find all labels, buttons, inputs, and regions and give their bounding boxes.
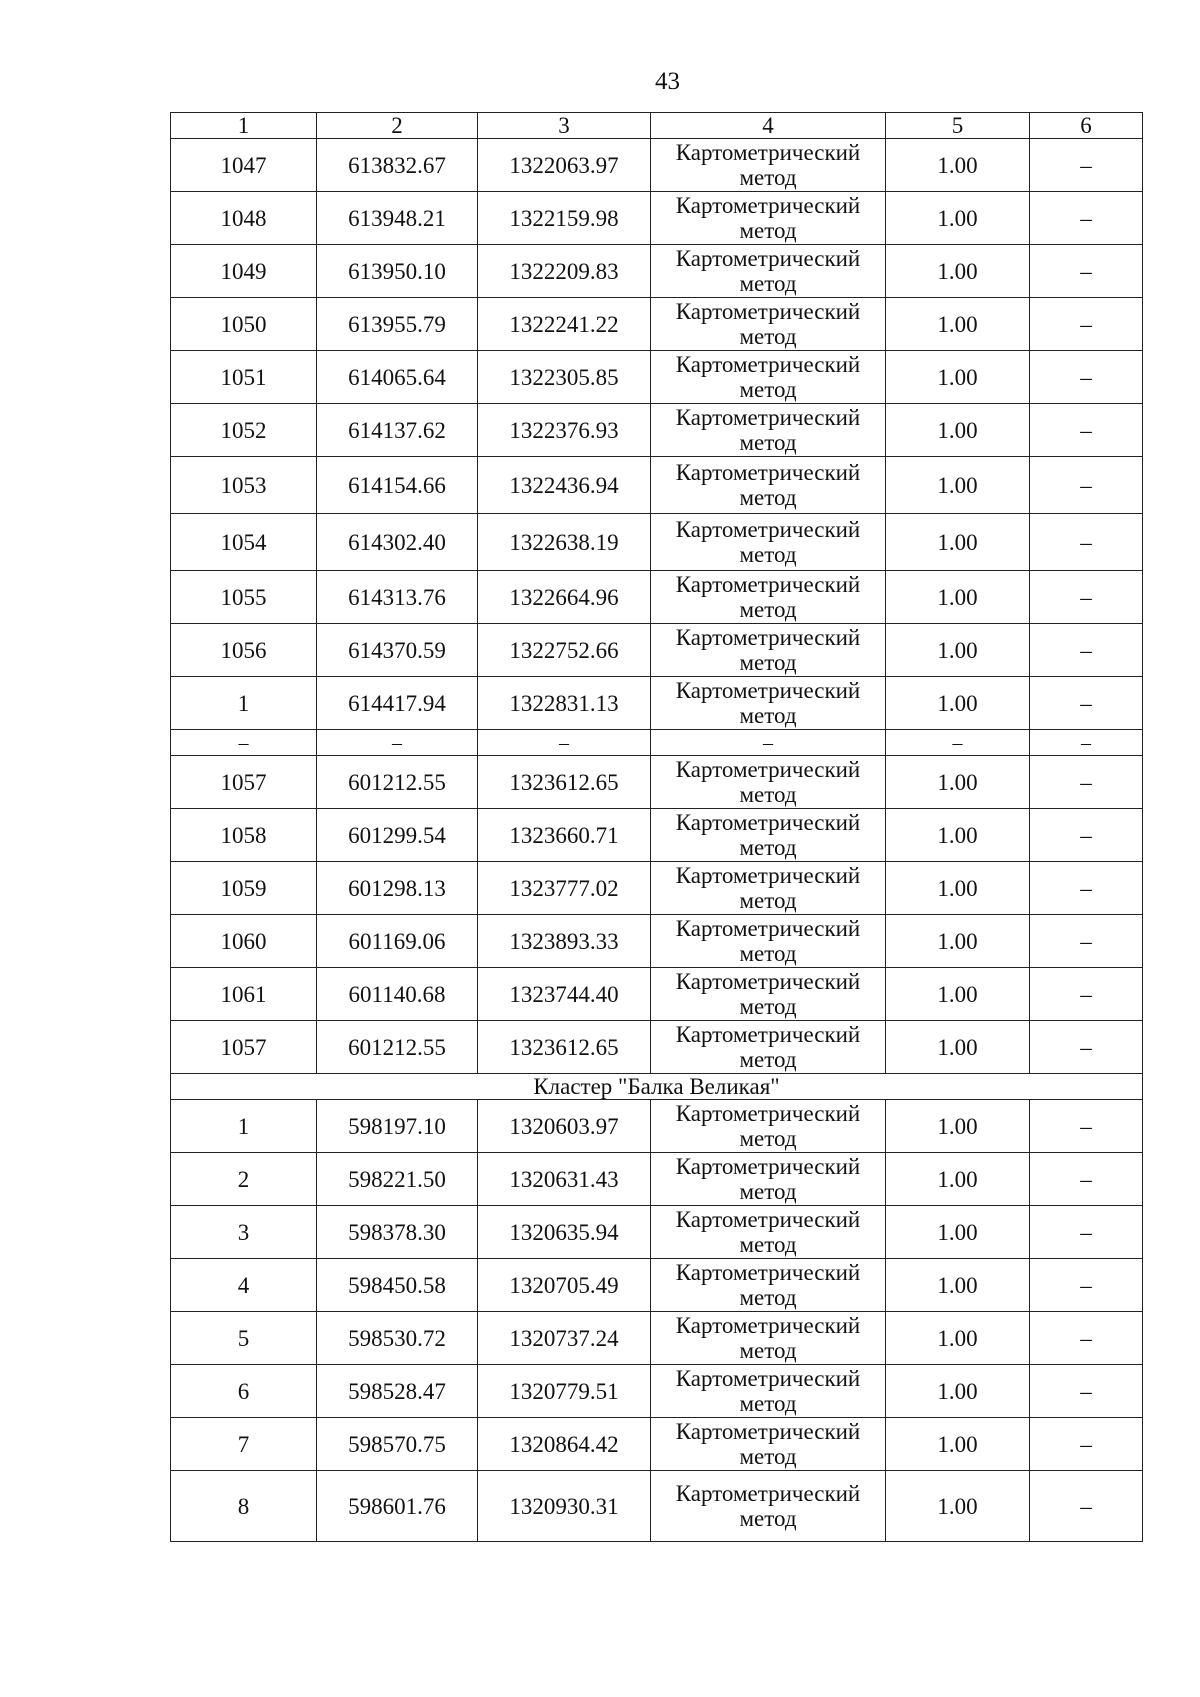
y-coordinate-cell: 1323612.65: [478, 756, 651, 809]
method-cell: [651, 1365, 886, 1418]
point-number-cell: 1060: [171, 915, 317, 968]
table-row: [171, 139, 1143, 192]
separator-cell: –: [171, 730, 317, 756]
note-cell: –: [1030, 298, 1143, 351]
x-coordinate-cell: 613955.79: [317, 298, 478, 351]
method-line-2: метод: [739, 650, 797, 675]
note-cell: –: [1030, 1206, 1143, 1259]
y-coordinate-cell: 1322831.13: [478, 677, 651, 730]
y-coordinate-cell: 1322305.85: [478, 351, 651, 404]
method-line-2: метод: [739, 835, 797, 860]
method-line-1: Картометрический: [675, 1481, 861, 1506]
y-coordinate-cell: 1322241.22: [478, 298, 651, 351]
table-row: [171, 915, 1143, 968]
method-line-2: метод: [739, 271, 797, 296]
y-coordinate-cell: 1322063.97: [478, 139, 651, 192]
method-cell: [651, 1312, 886, 1365]
point-number-cell: 3: [171, 1206, 317, 1259]
accuracy-cell: 1.00: [886, 514, 1030, 571]
point-number-cell: 1049: [171, 245, 317, 298]
table-row: [171, 1418, 1143, 1471]
method-line-2: метод: [739, 1126, 797, 1151]
note-cell: –: [1030, 1312, 1143, 1365]
accuracy-cell: 1.00: [886, 351, 1030, 404]
table-row: [171, 192, 1143, 245]
point-number-cell: 1057: [171, 1021, 317, 1074]
note-cell: –: [1030, 862, 1143, 915]
y-coordinate-cell: 1320603.97: [478, 1100, 651, 1153]
x-coordinate-cell: 614065.64: [317, 351, 478, 404]
y-coordinate-cell: 1320631.43: [478, 1153, 651, 1206]
point-number-cell: 1051: [171, 351, 317, 404]
note-cell: –: [1030, 968, 1143, 1021]
y-coordinate-cell: 1323744.40: [478, 968, 651, 1021]
section-header-row: [171, 1074, 1143, 1100]
x-coordinate-cell: 601169.06: [317, 915, 478, 968]
table-row: [171, 1153, 1143, 1206]
note-cell: –: [1030, 404, 1143, 457]
column-header: 3: [478, 113, 651, 139]
point-number-cell: 1056: [171, 624, 317, 677]
x-coordinate-cell: 614313.76: [317, 571, 478, 624]
x-coordinate-cell: 598197.10: [317, 1100, 478, 1153]
x-coordinate-cell: 613950.10: [317, 245, 478, 298]
accuracy-cell: 1.00: [886, 1206, 1030, 1259]
method-cell: [651, 756, 886, 809]
point-number-cell: 2: [171, 1153, 317, 1206]
y-coordinate-cell: 1320635.94: [478, 1206, 651, 1259]
method-line-2: метод: [739, 1232, 797, 1257]
table-row: [171, 351, 1143, 404]
table-row: [171, 1100, 1143, 1153]
x-coordinate-cell: 601212.55: [317, 756, 478, 809]
point-number-cell: 1050: [171, 298, 317, 351]
note-cell: –: [1030, 571, 1143, 624]
method-cell: [651, 915, 886, 968]
separator-row: [171, 730, 1143, 756]
note-cell: –: [1030, 756, 1143, 809]
column-header: 6: [1030, 113, 1143, 139]
note-cell: –: [1030, 915, 1143, 968]
accuracy-cell: 1.00: [886, 1021, 1030, 1074]
accuracy-cell: 1.00: [886, 298, 1030, 351]
point-number-cell: 8: [171, 1471, 317, 1542]
coordinates-table: [170, 112, 1143, 1542]
point-number-cell: 5: [171, 1312, 317, 1365]
method-cell: [651, 139, 886, 192]
method-line-2: метод: [739, 782, 797, 807]
section-title: Кластер "Балка Великая": [171, 1074, 1143, 1100]
x-coordinate-cell: 598530.72: [317, 1312, 478, 1365]
x-coordinate-cell: 614370.59: [317, 624, 478, 677]
note-cell: –: [1030, 1021, 1143, 1074]
accuracy-cell: 1.00: [886, 968, 1030, 1021]
method-cell: [651, 862, 886, 915]
x-coordinate-cell: 598528.47: [317, 1365, 478, 1418]
method-line-1: Картометрический: [675, 1313, 861, 1338]
y-coordinate-cell: 1322436.94: [478, 457, 651, 514]
separator-cell: –: [478, 730, 651, 756]
table-row: [171, 1259, 1143, 1312]
x-coordinate-cell: 601140.68: [317, 968, 478, 1021]
method-line-2: метод: [739, 994, 797, 1019]
method-line-1: Картометрический: [675, 810, 861, 835]
method-line-2: метод: [739, 1047, 797, 1072]
table-row: [171, 624, 1143, 677]
method-cell: [651, 624, 886, 677]
method-line-1: Картометрический: [675, 1207, 861, 1232]
table-row: [171, 1471, 1143, 1542]
x-coordinate-cell: 613948.21: [317, 192, 478, 245]
method-cell: [651, 1259, 886, 1312]
x-coordinate-cell: 598378.30: [317, 1206, 478, 1259]
method-line-1: Картометрический: [675, 460, 861, 485]
method-line-1: Картометрический: [675, 1260, 861, 1285]
x-coordinate-cell: 614417.94: [317, 677, 478, 730]
x-coordinate-cell: 598221.50: [317, 1153, 478, 1206]
accuracy-cell: 1.00: [886, 1259, 1030, 1312]
note-cell: –: [1030, 1153, 1143, 1206]
table-row: [171, 298, 1143, 351]
point-number-cell: 1059: [171, 862, 317, 915]
method-line-2: метод: [739, 1506, 797, 1531]
y-coordinate-cell: 1322159.98: [478, 192, 651, 245]
table-row: [171, 756, 1143, 809]
column-header: 5: [886, 113, 1030, 139]
y-coordinate-cell: 1323612.65: [478, 1021, 651, 1074]
point-number-cell: 1053: [171, 457, 317, 514]
method-line-1: Картометрический: [675, 916, 861, 941]
method-cell: [651, 1418, 886, 1471]
note-cell: –: [1030, 457, 1143, 514]
x-coordinate-cell: 601299.54: [317, 809, 478, 862]
note-cell: –: [1030, 514, 1143, 571]
column-number-header-row: [171, 113, 1143, 139]
accuracy-cell: 1.00: [886, 457, 1030, 514]
accuracy-cell: 1.00: [886, 1418, 1030, 1471]
method-line-2: метод: [739, 597, 797, 622]
y-coordinate-cell: 1320737.24: [478, 1312, 651, 1365]
accuracy-cell: 1.00: [886, 139, 1030, 192]
y-coordinate-cell: 1320779.51: [478, 1365, 651, 1418]
point-number-cell: 1061: [171, 968, 317, 1021]
separator-cell: –: [317, 730, 478, 756]
accuracy-cell: 1.00: [886, 862, 1030, 915]
method-line-1: Картометрический: [675, 1101, 861, 1126]
accuracy-cell: 1.00: [886, 404, 1030, 457]
method-line-2: метод: [739, 941, 797, 966]
method-cell: [651, 677, 886, 730]
y-coordinate-cell: 1320705.49: [478, 1259, 651, 1312]
y-coordinate-cell: 1322209.83: [478, 245, 651, 298]
method-cell: [651, 192, 886, 245]
point-number-cell: 1: [171, 1100, 317, 1153]
note-cell: –: [1030, 1365, 1143, 1418]
table-row: [171, 245, 1143, 298]
accuracy-cell: 1.00: [886, 1312, 1030, 1365]
accuracy-cell: 1.00: [886, 245, 1030, 298]
point-number-cell: 4: [171, 1259, 317, 1312]
accuracy-cell: 1.00: [886, 915, 1030, 968]
point-number-cell: 1047: [171, 139, 317, 192]
note-cell: –: [1030, 139, 1143, 192]
page-number: 43: [655, 68, 680, 95]
x-coordinate-cell: 613832.67: [317, 139, 478, 192]
point-number-cell: 7: [171, 1418, 317, 1471]
table-row: [171, 1206, 1143, 1259]
note-cell: –: [1030, 624, 1143, 677]
method-line-1: Картометрический: [675, 572, 861, 597]
note-cell: –: [1030, 1259, 1143, 1312]
y-coordinate-cell: 1322664.96: [478, 571, 651, 624]
method-line-1: Картометрический: [675, 625, 861, 650]
table-row: [171, 862, 1143, 915]
method-line-1: Картометрический: [675, 193, 861, 218]
method-line-2: метод: [739, 377, 797, 402]
x-coordinate-cell: 601298.13: [317, 862, 478, 915]
method-line-2: метод: [739, 1444, 797, 1469]
x-coordinate-cell: 614154.66: [317, 457, 478, 514]
note-cell: –: [1030, 245, 1143, 298]
method-line-1: Картометрический: [675, 678, 861, 703]
method-cell: [651, 298, 886, 351]
method-line-1: Картометрический: [675, 1366, 861, 1391]
accuracy-cell: 1.00: [886, 624, 1030, 677]
method-cell: [651, 245, 886, 298]
x-coordinate-cell: 601212.55: [317, 1021, 478, 1074]
method-line-2: метод: [739, 218, 797, 243]
table-row: [171, 1312, 1143, 1365]
point-number-cell: 1055: [171, 571, 317, 624]
method-cell: [651, 351, 886, 404]
method-line-2: метод: [739, 1179, 797, 1204]
method-line-1: Картометрический: [675, 405, 861, 430]
method-line-1: Картометрический: [675, 757, 861, 782]
note-cell: –: [1030, 677, 1143, 730]
table-row: [171, 1021, 1143, 1074]
table-row: [171, 968, 1143, 1021]
method-line-1: Картометрический: [675, 140, 861, 165]
method-cell: [651, 1100, 886, 1153]
accuracy-cell: 1.00: [886, 1365, 1030, 1418]
point-number-cell: 1054: [171, 514, 317, 571]
method-line-2: метод: [739, 1391, 797, 1416]
method-line-2: метод: [739, 542, 797, 567]
method-cell: [651, 404, 886, 457]
method-cell: [651, 1153, 886, 1206]
accuracy-cell: 1.00: [886, 1100, 1030, 1153]
method-line-1: Картометрический: [675, 1154, 861, 1179]
y-coordinate-cell: 1323893.33: [478, 915, 651, 968]
method-line-2: метод: [739, 324, 797, 349]
accuracy-cell: 1.00: [886, 1153, 1030, 1206]
coordinates-table-body: [171, 113, 1143, 1542]
method-cell: [651, 809, 886, 862]
note-cell: –: [1030, 351, 1143, 404]
point-number-cell: 1057: [171, 756, 317, 809]
method-cell: [651, 1021, 886, 1074]
method-line-2: метод: [739, 485, 797, 510]
table-row: [171, 809, 1143, 862]
accuracy-cell: 1.00: [886, 1471, 1030, 1542]
point-number-cell: 1058: [171, 809, 317, 862]
note-cell: –: [1030, 809, 1143, 862]
separator-cell: –: [651, 730, 886, 756]
table-row: [171, 677, 1143, 730]
method-line-2: метод: [739, 165, 797, 190]
method-cell: [651, 968, 886, 1021]
point-number-cell: 1: [171, 677, 317, 730]
method-line-1: Картометрический: [675, 352, 861, 377]
accuracy-cell: 1.00: [886, 756, 1030, 809]
method-cell: [651, 571, 886, 624]
x-coordinate-cell: 598450.58: [317, 1259, 478, 1312]
column-header: 4: [651, 113, 886, 139]
x-coordinate-cell: 614137.62: [317, 404, 478, 457]
y-coordinate-cell: 1322376.93: [478, 404, 651, 457]
column-header: 2: [317, 113, 478, 139]
table-row: [171, 404, 1143, 457]
point-number-cell: 6: [171, 1365, 317, 1418]
separator-cell: –: [886, 730, 1030, 756]
point-number-cell: 1048: [171, 192, 317, 245]
x-coordinate-cell: 598570.75: [317, 1418, 478, 1471]
y-coordinate-cell: 1322752.66: [478, 624, 651, 677]
accuracy-cell: 1.00: [886, 192, 1030, 245]
method-line-1: Картометрический: [675, 517, 861, 542]
method-line-1: Картометрический: [675, 969, 861, 994]
accuracy-cell: 1.00: [886, 571, 1030, 624]
method-line-1: Картометрический: [675, 1022, 861, 1047]
column-header: 1: [171, 113, 317, 139]
x-coordinate-cell: 614302.40: [317, 514, 478, 571]
method-line-2: метод: [739, 430, 797, 455]
point-number-cell: 1052: [171, 404, 317, 457]
separator-cell: –: [1030, 730, 1143, 756]
method-line-2: метод: [739, 1338, 797, 1363]
method-line-1: Картометрический: [675, 1419, 861, 1444]
accuracy-cell: 1.00: [886, 677, 1030, 730]
y-coordinate-cell: 1323660.71: [478, 809, 651, 862]
method-line-1: Картометрический: [675, 863, 861, 888]
y-coordinate-cell: 1322638.19: [478, 514, 651, 571]
method-cell: [651, 514, 886, 571]
table-row: [171, 457, 1143, 514]
method-line-2: метод: [739, 888, 797, 913]
method-line-2: метод: [739, 1285, 797, 1310]
method-line-2: метод: [739, 703, 797, 728]
method-cell: [651, 1471, 886, 1542]
method-line-1: Картометрический: [675, 246, 861, 271]
note-cell: –: [1030, 1471, 1143, 1542]
y-coordinate-cell: 1320930.31: [478, 1471, 651, 1542]
table-row: [171, 571, 1143, 624]
method-line-1: Картометрический: [675, 299, 861, 324]
note-cell: –: [1030, 192, 1143, 245]
y-coordinate-cell: 1320864.42: [478, 1418, 651, 1471]
table-row: [171, 514, 1143, 571]
x-coordinate-cell: 598601.76: [317, 1471, 478, 1542]
method-cell: [651, 457, 886, 514]
note-cell: –: [1030, 1418, 1143, 1471]
method-cell: [651, 1206, 886, 1259]
note-cell: –: [1030, 1100, 1143, 1153]
accuracy-cell: 1.00: [886, 809, 1030, 862]
table-row: [171, 1365, 1143, 1418]
y-coordinate-cell: 1323777.02: [478, 862, 651, 915]
